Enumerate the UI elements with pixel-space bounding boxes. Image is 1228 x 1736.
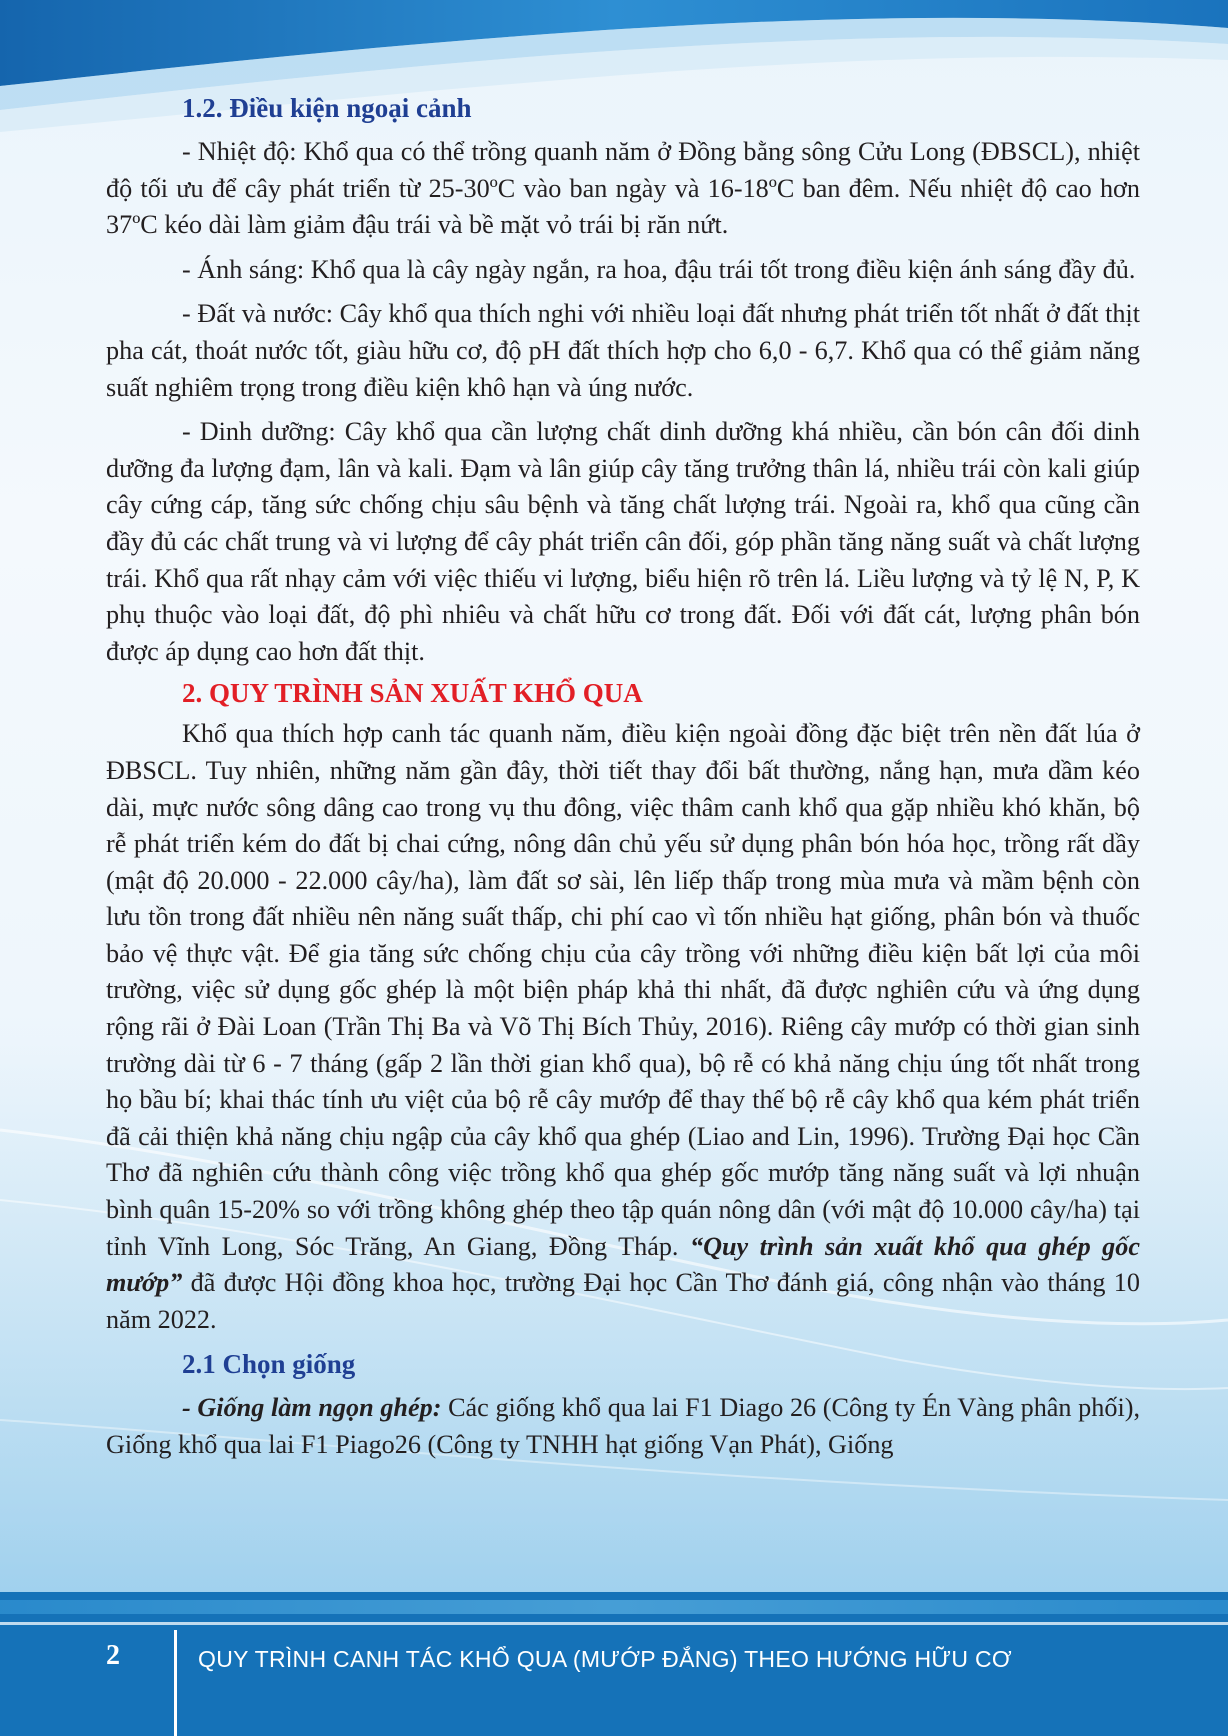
giong-label: - Giống làm ngọn ghép: [182, 1393, 442, 1423]
paragraph-nhiet-do: - Nhiệt độ: Khổ qua có thể trồng quanh năm ở Đồng bằng sông Cửu Long (ĐBSCL), nhiệt độ tối ưu để cây phát triển từ 25-30ºC vào ban ngày và 16-18ºC ban đêm. Nếu nhiệt độ cao hơn 37ºC kéo dài làm giảm đậu trái và bề mặt vỏ trái bị răn nứt. [106, 137, 1140, 240]
footer-stripe [0, 1600, 1228, 1614]
paragraph-quy-trinh-tail: đã được Hội đồng khoa học, trường Đại học Cần Thơ đánh giá, công nhận vào tháng 10 năm 2022. [106, 1268, 1140, 1334]
footer-divider [174, 1630, 177, 1736]
giong-text: Các giống khổ qua lai F1 Diago 26 (Công ty Én Vàng phân phối), Giống khổ qua lai F1 Piago26 (Công ty TNHH hạt giống Vạn Phát), Giống [106, 1393, 1140, 1459]
section-heading-2: 2. QUY TRÌNH SẢN XUẤT KHỔ QUA [182, 678, 643, 709]
section-heading-1-2: 1.2. Điều kiện ngoại cảnh [182, 93, 472, 123]
footer-line [0, 1622, 1228, 1625]
paragraph-anh-sang: - Ánh sáng: Khổ qua là cây ngày ngắn, ra hoa, đậu trái tốt trong điều kiện ánh sáng đầy đủ. [182, 254, 1136, 284]
paragraph-dat-nuoc: - Đất và nước: Cây khổ qua thích nghi với nhiều loại đất nhưng phát triển tốt nhất ở đất thịt pha cát, thoát nước tốt, giàu hữu cơ, độ pH đất thích hợp cho 6,0 - 6,7. Khổ qua có thể giảm năng suất nghiêm trọng trong điều kiện khô hạn và úng nước. [106, 299, 1140, 402]
paragraph-quy-trinh-main: Khổ qua thích hợp canh tác quanh năm, điều kiện ngoài đồng đặc biệt trên nền đất lúa ở ĐBSCL. Tuy nhiên, những năm gần đây, thời tiết thay đổi bất thường, nắng hạn, mưa dầm kéo dài, mực nước sông dâng cao trong vụ thu đông, việc thâm canh khổ qua gặp nhiều khó khăn, bộ rễ phát triển kém do đất bị chai cứng, nông dân chủ yếu sử dụng phân bón hóa học, trồng rất dầy (mật độ 20.000 - 22.000 cây/ha), làm đất sơ sài, lên liếp thấp trong mùa mưa và mầm bệnh còn lưu tồn trong đất nhiều nên năng suất thấp, chi phí cao vì tốn nhiều hạt giống, phân bón và thuốc bảo vệ thực vật. Để gia tăng sức chống chịu của cây trồng với những điều kiện bất lợi của môi trường, việc sử dụng gốc ghép là một biện pháp khả thi nhất, đã được nghiên cứu và ứng dụng rộng rãi ở Đài Loan (Trần Thị Ba và Võ Thị Bích Thủy, 2016). Riêng cây mướp có thời gian sinh trường dài từ 6 - 7 tháng (gấp 2 lần thời gian khổ qua), bộ rễ có khả năng chịu úng tốt nhất trong họ bầu bí; khai thác tính ưu việt của bộ rễ cây mướp để thay thế bộ rễ cây khổ qua kém phát triển đã cải thiện khả năng chịu ngập của cây khổ qua ghép (Liao and Lin, 1996). Trường Đại học Cần Thơ đã nghiên cứu thành công việc trồng khổ qua ghép gốc mướp tăng năng suất và lợi nhuận bình quân 15-20% so với trồng không ghép theo tập quán nông dân (với mật độ 10.000 cây/ha) tại tỉnh Vĩnh Long, Sóc Trăng, An Giang, Đồng Tháp. [106, 719, 1140, 1261]
paragraph-dinh-duong: - Dinh dưỡng: Cây khổ qua cần lượng chất dinh dưỡng khá nhiều, cần bón cân đối dinh dưỡng đa lượng đạm, lân và kali. Đạm và lân giúp cây tăng trưởng thân lá, nhiều trái còn kali giúp cây cứng cáp, tăng sức chống chịu sâu bệnh và tăng chất lượng trái. Ngoài ra, khổ qua cũng cần đầy đủ các chất trung và vi lượng để cây phát triển cân đối, góp phần tăng năng suất và chất lượng trái. Khổ qua rất nhạy cảm với việc thiếu vi lượng, biểu hiện rõ trên lá. Liều lượng và tỷ lệ N, P, K phụ thuộc vào loại đất, độ phì nhiêu và chất hữu cơ trong đất. Đối với đất cát, lượng phân bón được áp dụng cao hơn đất thịt. [106, 417, 1140, 666]
paragraph-chon-giong [106, 1390, 1140, 1463]
paragraph-quy-trinh [106, 716, 1140, 1338]
page-number: 2 [106, 1640, 120, 1671]
running-title: QUY TRÌNH CANH TÁC KHỔ QUA (MƯỚP ĐẮNG) THEO HƯỚNG HỮU CƠ [198, 1646, 1012, 1672]
document-body [106, 88, 1140, 1464]
quote-title: “Quy trình sản xuất khổ qua ghép gốc mướp” [106, 1231, 1140, 1298]
section-heading-2-1: 2.1 Chọn giống [182, 1349, 356, 1380]
